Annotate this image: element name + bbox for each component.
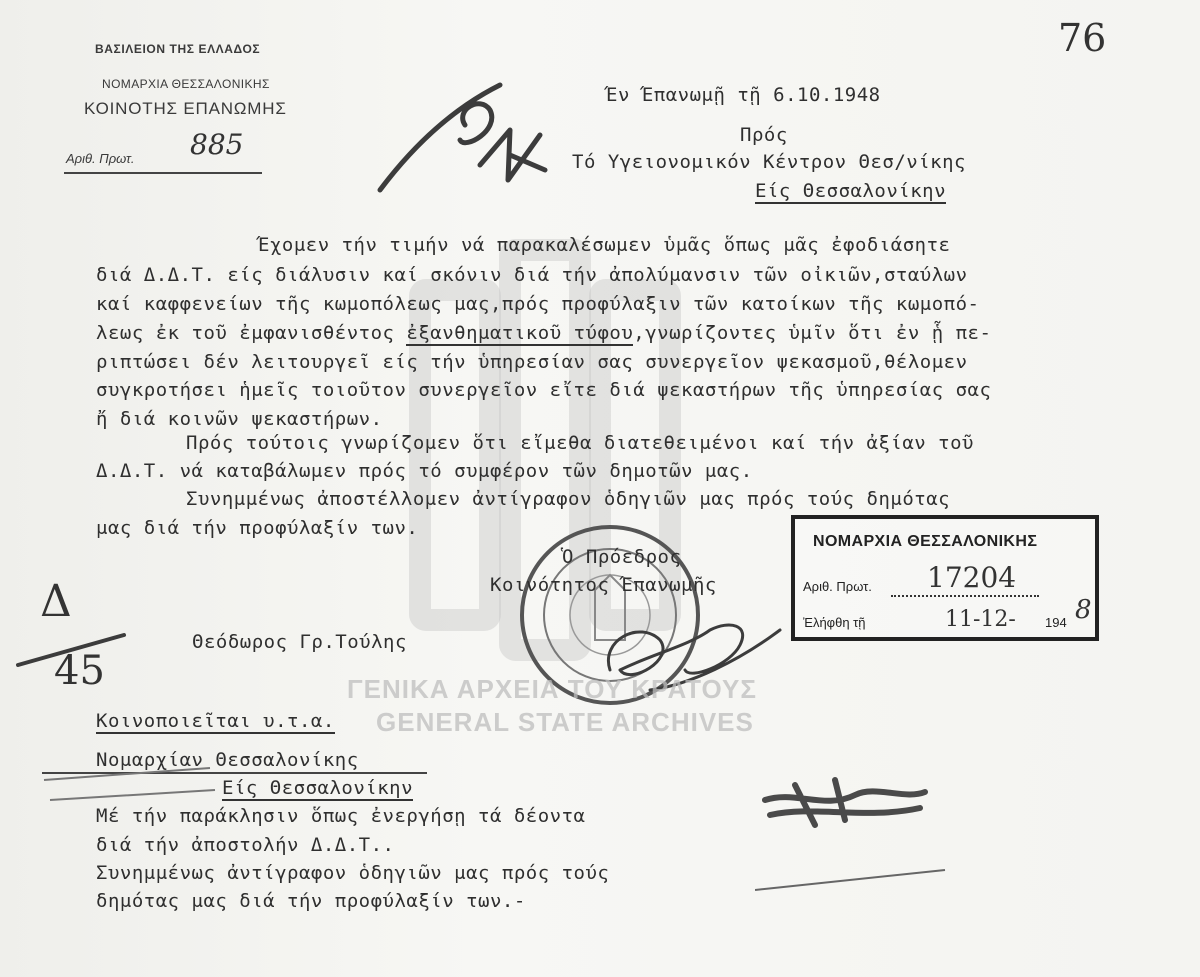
body-line-7: ἤ διά κοινῶν ψεκαστήρων. [96, 408, 383, 430]
body-line-10: Συνημμένως ἀποστέλλομεν ἀντίγραφον ὁδηγιῶν μας πρός τούς δημότας [186, 488, 951, 510]
body-line-1: Έχομεν τήν τιμήν νά παρακαλέσωμεν ὑμᾶς ὅπως μᾶς ἐφοδιάσητε [258, 234, 951, 256]
body-line-4 [96, 322, 991, 344]
stamp-year-hand: 8 [1075, 595, 1092, 625]
letterhead-prefecture: ΝΟΜΑΡΧΙΑ ΘΕΣΣΑΛΟΝΙΚΗΣ [102, 77, 270, 91]
body-line-11: μας διά τήν προφύλαξίν των. [96, 517, 419, 539]
watermark-greek: ΓΕΝΙΚΑ ΑΡΧΕΙΑ ΤΟΥ ΚΡΑΤΟΥΣ [347, 674, 757, 704]
typhus-underlined: ἐξανθηματικοῦ τύφου [406, 322, 634, 344]
stamp-heading: ΝΟΜΑΡΧΙΑ ΘΕΣΣΑΛΟΝΙΚΗΣ [813, 533, 1038, 550]
stamp-protocol-number: 17204 [927, 561, 1017, 594]
cc-line-5: διά τήν ἀποστολήν Δ.Δ.Τ.. [96, 834, 395, 856]
pencil-scribble [755, 770, 955, 910]
body-line-4-start: λεως ἐκ τοῦ ἐμφανισθέντος [96, 322, 407, 344]
cc-line-4: Μέ τήν παράκλησιν ὅπως ἐνεργήσῃ τά δέοντα [96, 805, 586, 827]
cc-line-3: Είς Θεσσαλονίκην [222, 777, 414, 799]
letterhead-community: ΚΟΙΝΟΤΗΣ ΕΠΑΝΩΜΗΣ [84, 99, 287, 118]
recipient-pros: Πρός [740, 124, 788, 146]
letterhead-protocol-label: Αριθ. Πρωτ. [66, 151, 135, 166]
cc-line-7: δημότας μας διά τήν προφύλαξίν των.- [96, 890, 526, 912]
body-line-4-end: ,γνωρίζοντες ὑμῖν ὅτι ἐν ᾗ πε- [633, 322, 992, 344]
pencil-initials [370, 70, 550, 220]
stamp-protocol-label: Αριθ. Πρωτ. [803, 579, 872, 594]
stamp-received-label: Ἐλήφθη τῇ [803, 615, 866, 630]
signature-title-1: Ὁ Πρόεδρος [562, 546, 682, 568]
letterhead-protocol-underline [64, 172, 262, 174]
stamp-year-print: 194 [1045, 615, 1067, 630]
signer-name: Θεόδωρος Γρ.Τούλης [192, 631, 407, 653]
letterhead-protocol-number: 885 [190, 128, 244, 161]
margin-note-letter: Δ [40, 576, 72, 627]
body-line-5: ριπτώσει δέν λειτουργεῖ είς τήν ὑπηρεσίαν σας συνεργεῖον ψεκασμοῦ,θέλομεν [96, 351, 968, 373]
cc-line-1: Κοινοποιεῖται υ.τ.α. [96, 710, 335, 732]
signature-title-2: Κοινότητος Έπανωμῆς [490, 574, 717, 596]
body-line-9: Δ.Δ.Τ. νά καταβάλωμεν πρός τό συμφέρον τῶν δημοτῶν μας. [96, 460, 753, 482]
cc-pencil-strokes [40, 760, 220, 810]
cc-line-6: Συνημμένως ἀντίγραφον ὁδηγιῶν μας πρός τούς [96, 862, 610, 884]
watermark-english: GENERAL STATE ARCHIVES [376, 707, 754, 737]
stamp-protocol-dots [891, 595, 1039, 597]
body-line-8: Πρός τούτοις γνωρίζομεν ὅτι εἴμεθα διατεθειμένοι καί τήν ἀξίαν τοῦ [186, 432, 974, 454]
stamp-received-date: 11-12- [945, 607, 1016, 632]
cc-line-2: Νομαρχίαν Θεσσαλονίκης [96, 749, 359, 771]
page-number: 76 [1058, 16, 1107, 60]
body-line-2: διά Δ.Δ.Τ. είς διάλυσιν καί σκόνιν διά τήν ἀπολύμανσιν τῶν οἰκιῶν,σταύλων [96, 264, 968, 286]
body-line-3: καί καφφενείων τῆς κωμοπόλεως μας,πρός προφύλαξιν τῶν κατοίκων τῆς κωμοπό- [96, 293, 980, 315]
recipient-name: Τό Υγειονομικόν Κέντρον Θεσ/νίκης [572, 151, 966, 173]
margin-note-number: 45 [54, 648, 105, 694]
recipient-city: Είς Θεσσαλονίκην [755, 180, 947, 202]
letterhead-kingdom: ΒΑΣΙΛΕΙΟΝ ΤΗΣ ΕΛΛΑΔΟΣ [95, 42, 261, 56]
received-stamp [791, 515, 1099, 641]
date-line: Έν Έπανωμῇ τῇ 6.10.1948 [606, 84, 881, 106]
body-line-6: συγκροτήσει ἡμεῖς τοιοῦτον συνεργεῖον εἴτε διά ψεκαστήρων τῆς ὑπηρεσίας σας [96, 379, 992, 401]
